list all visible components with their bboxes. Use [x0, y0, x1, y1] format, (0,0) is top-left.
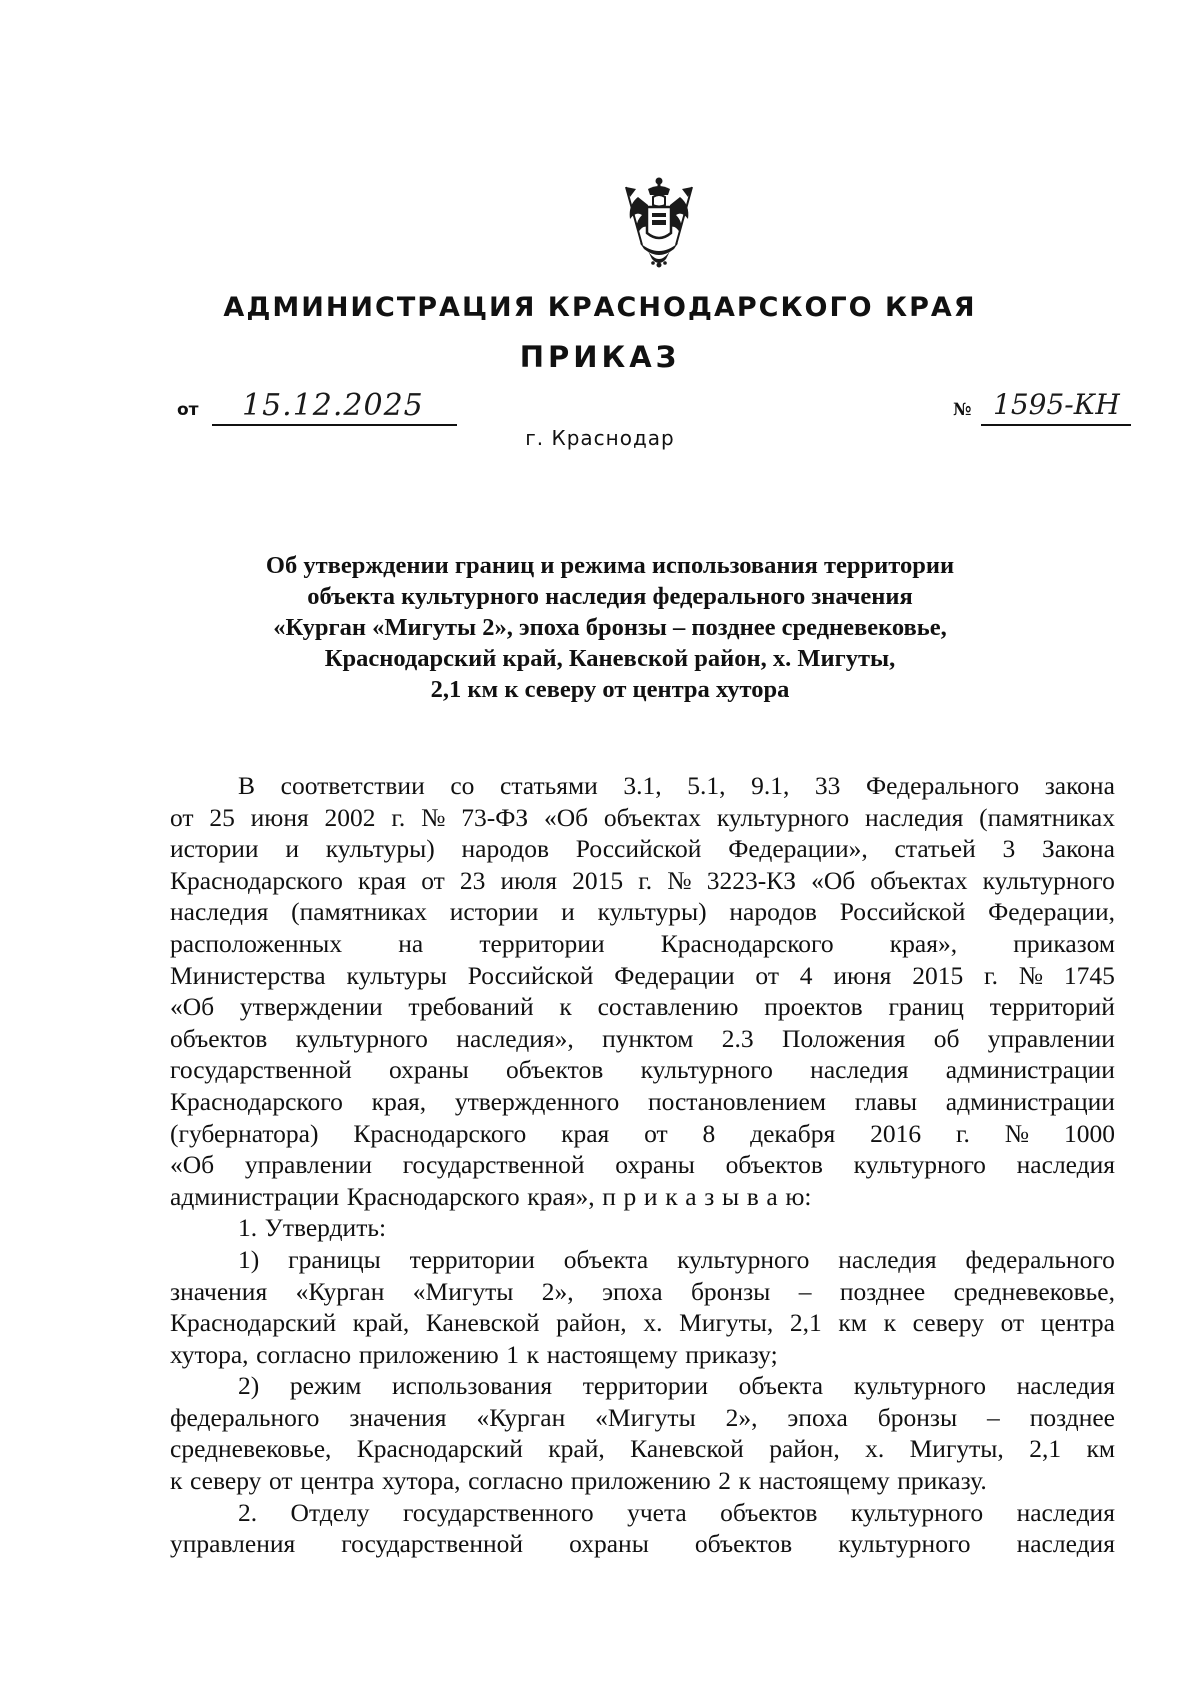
number-label: №	[953, 400, 972, 420]
body-line: средневековье, Краснодарский край, Каневской район, х. Мигуты, 2,1 км	[170, 1434, 1115, 1464]
body-line: наследия (памятниках истории и культуры) народов Российской Федерации,	[170, 897, 1115, 927]
body-line: хутора, согласно приложению 1 к настоящему приказу;	[170, 1339, 778, 1369]
body-line: истории и культуры) народов Российской Федерации», статьей 3 Закона	[170, 834, 1115, 864]
city-label: г. Краснодар	[525, 426, 675, 450]
body-line: 2. Отделу государственного учета объектов культурного наследия	[238, 1497, 1115, 1527]
coat-of-arms-icon	[620, 175, 698, 270]
body-line: 1. Утвердить:	[238, 1213, 387, 1243]
body-line: В соответствии со статьями 3.1, 5.1, 9.1, 33 Федерального закона	[238, 771, 1115, 800]
document-type: ПРИКАЗ	[519, 340, 681, 374]
title-line: Краснодарский край, Каневской район, х. Мигуты,	[324, 645, 896, 672]
body-line: Министерства культуры Российской Федерации от 4 июня 2015 г. № 1745	[170, 960, 1115, 990]
date-value: 15.12.2025	[242, 388, 424, 423]
body-line: к северу от центра хутора, согласно приложению 2 к настоящему приказу.	[170, 1466, 987, 1496]
number-value: 1595-КН	[993, 388, 1120, 421]
body-line: Краснодарского края от 23 июля 2015 г. № 3223-КЗ «Об объектах культурного	[170, 865, 1115, 895]
body-line: государственной охраны объектов культурного наследия администрации	[170, 1055, 1115, 1085]
title-line: Об утверждении границ и режима использования территории	[265, 552, 955, 579]
number-field	[953, 388, 1133, 428]
body-line: от 25 июня 2002 г. № 73-ФЗ «Об объектах культурного наследия (памятниках	[170, 802, 1115, 832]
body-line: 2) режим использования территории объекта культурного наследия	[238, 1371, 1115, 1401]
title-line: объекта культурного наследия федерального значения	[307, 583, 913, 610]
body-line: значения «Курган «Мигуты 2», эпоха бронзы – позднее средневековье,	[170, 1276, 1115, 1306]
organization-name: АДМИНИСТРАЦИЯ КРАСНОДАРСКОГО КРАЯ	[223, 292, 977, 323]
body-line: «Об управлении государственной охраны объектов культурного наследия	[170, 1150, 1115, 1180]
title-line: 2,1 км к северу от центра хутора	[430, 676, 790, 703]
body-line: Краснодарский край, Каневской район, х. Мигуты, 2,1 км к северу от центра	[170, 1308, 1115, 1338]
body-line: 1) границы территории объекта культурного наследия федерального	[238, 1244, 1115, 1274]
body-line: управления государственной охраны объектов культурного наследия	[170, 1529, 1115, 1559]
body-line: (губернатора) Краснодарского края от 8 декабря 2016 г. № 1000	[170, 1118, 1115, 1148]
date-label: от	[177, 400, 199, 420]
body-line: объектов культурного наследия», пунктом 2.3 Положения об управлении	[170, 1023, 1115, 1053]
body-line: расположенных на территории Краснодарского края», приказом	[170, 928, 1115, 958]
date-field	[177, 388, 457, 428]
title-line: «Курган «Мигуты 2», эпоха бронзы – позднее средневековье,	[273, 614, 947, 641]
body-line: «Об утверждении требований к составлению проектов границ территорий	[170, 992, 1115, 1022]
body-line: федерального значения «Курган «Мигуты 2», эпоха бронзы – позднее	[170, 1402, 1115, 1432]
document-body	[170, 770, 1115, 1560]
body-line: Краснодарского края, утвержденного постановлением главы администрации	[170, 1086, 1115, 1116]
document-title	[230, 550, 990, 705]
body-line: администрации Краснодарского края», п р и к а з ы в а ю:	[170, 1181, 812, 1211]
